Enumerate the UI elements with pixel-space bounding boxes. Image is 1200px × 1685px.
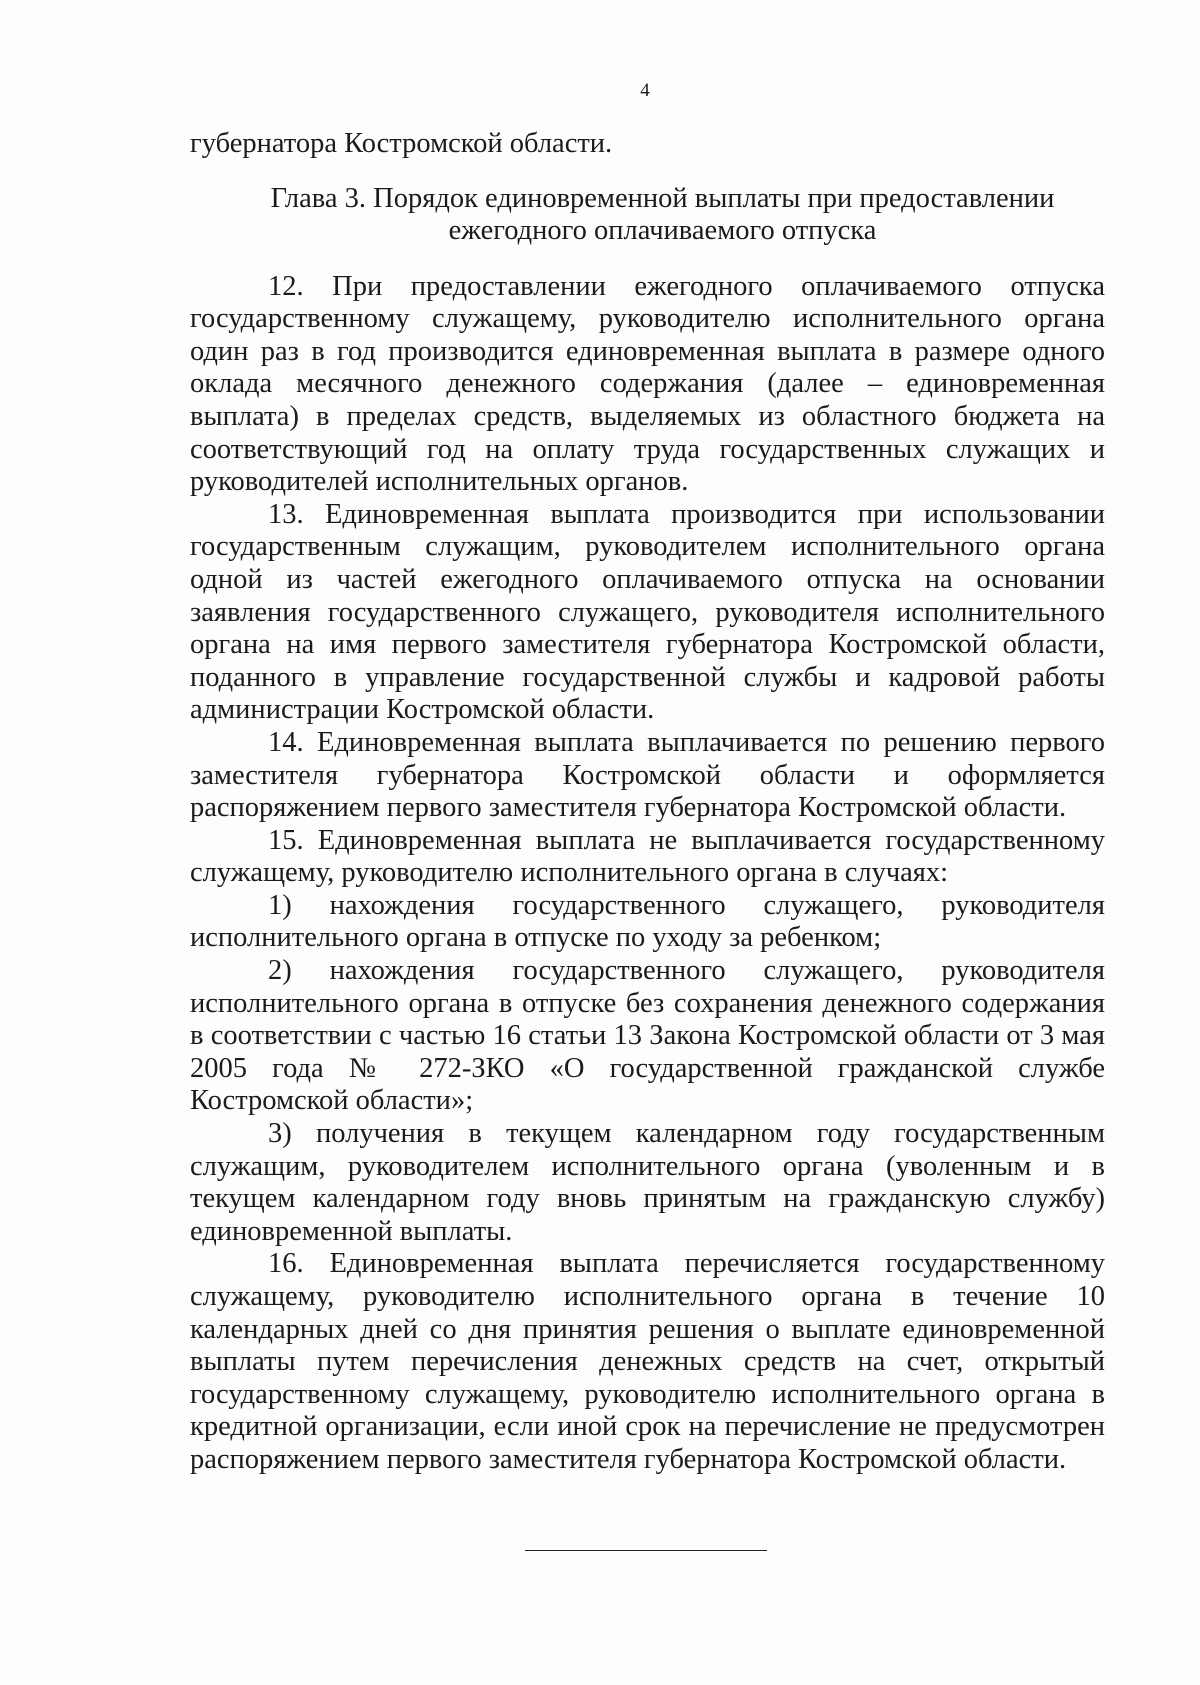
list-item-1: 1) нахождения государственного служащего, руководителя исполнительного органа в отпуске по уходу за ребенком; (190, 889, 1105, 954)
list-item-2: 2) нахождения государственного служащего, руководителя исполнительного органа в отпуске без сохранения денежного содержания в соответствии с частью 16 статьи 13 Закона Костромской области от 3 мая 2005 года № 272-ЗКО «О государственной гражданской службе Костромской области»; (190, 955, 1105, 1117)
page-number: 4 (640, 80, 650, 101)
list-item-3: 3) получения в текущем календарном году государственным служащим, руководителем исполнительного органа (уволенным и в текущем календарном году вновь принятым на гражданскую службу) единовременной выплаты. (190, 1118, 1105, 1247)
paragraph-13: 13. Единовременная выплата производится при использовании государственным служащим, руководителем исполнительного органа одной из частей ежегодного оплачиваемого отпуска на основании заявления государственного служащего, руководителя исполнительного органа на имя первого заместителя губернатора Костромской области, поданного в управление государственной службы и кадровой работы администрации Костромской области. (190, 498, 1105, 726)
continued-text: губернатора Костромской области. (190, 128, 613, 159)
chapter-title-line-2: ежегодного оплачиваемого отпуска (448, 214, 877, 246)
paragraph-15: 15. Единовременная выплата не выплачивается государственному служащему, руководителю исполнительного органа в случаях: (190, 824, 1105, 889)
paragraph-16: 16. Единовременная выплата перечисляется государственному служащему, руководителю исполнительного органа в течение 10 календарных дней со дня принятия решения о выплате единовременной выплаты путем перечисления денежных средств на счет, открытый государственному служащему, руководителю исполнительного органа в кредитной организации, если иной срок на перечисление не предусмотрен распоряжением первого заместителя губернатора Костромской области. (190, 1248, 1105, 1475)
chapter-title-line-1: Глава 3. Порядок единовременной выплаты при предоставлении (270, 182, 1055, 214)
paragraph-12: 12. При предоставлении ежегодного оплачиваемого отпуска государственному служащему, руководителю исполнительного органа один раз в год производится единовременная выплата в размере одного оклада месячного денежного содержания (далее – единовременная выплата) в пределах средств, выделяемых из областного бюджета на соответствующий год на оплату труда государственных служащих и руководителей исполнительных органов. (190, 270, 1105, 498)
chapter-title (190, 183, 1105, 247)
document-body (190, 128, 1105, 1477)
end-divider (525, 1550, 767, 1551)
paragraph-14: 14. Единовременная выплата выплачивается по решению первого заместителя губернатора Костромской области и оформляется распоряжением первого заместителя губернатора Костромской области. (190, 726, 1105, 824)
